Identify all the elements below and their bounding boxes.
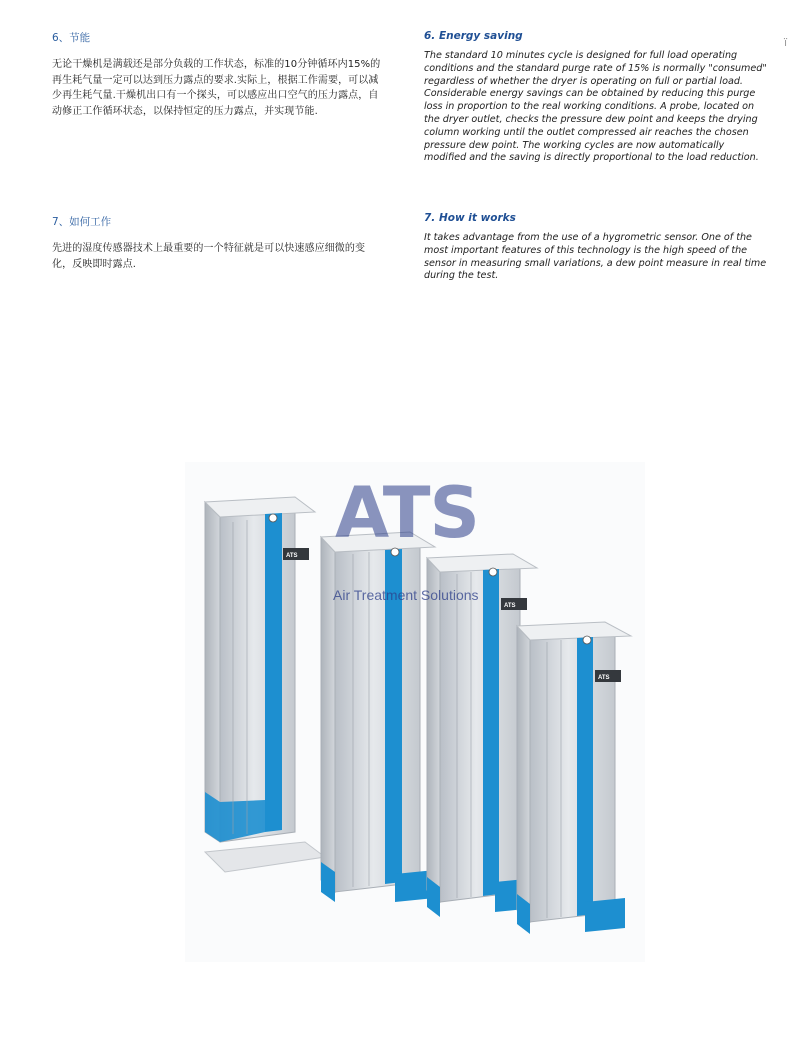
dryer-4-badge: ATS [598, 675, 610, 681]
dryer-4 [517, 622, 631, 934]
section-6-cn [52, 30, 382, 119]
section-7-en-body: It takes advantage from the use of a hygrometric sensor. One of the most important features of this technology is the high speed of the sensor in measuring small variations, a dew point measure in real time during the test. [424, 232, 767, 282]
section-6-en-heading: 6. Energy saving [424, 30, 523, 42]
section-7-en [424, 212, 769, 283]
dryer-3-badge: ATS [504, 603, 516, 609]
section-6-en [424, 30, 769, 165]
section-7-cn-heading: 7、如何工作 [52, 216, 112, 228]
dryers-illustration [185, 462, 645, 962]
section-7-cn [52, 214, 382, 272]
watermark-tagline: Air Treatment Solutions [333, 587, 479, 603]
dryer-1 [205, 497, 325, 872]
dryer-1-badge: ATS [286, 553, 298, 559]
product-photo [185, 462, 645, 962]
section-7-en-heading: 7. How it works [424, 212, 516, 224]
section-7-cn-body: 先进的湿度传感器技术上最重要的一个特征就是可以快速感应细微的变化，反映即时露点. [52, 243, 366, 270]
watermark-logo: ATS [335, 472, 479, 554]
section-6-en-body: The standard 10 minutes cycle is designed for full load operating conditions and the standard purge rate of 15% is normally "consumed" regardless of whether the dryer is operating on full or partial load. Considerable energy savings can be obtained by reducing this purge loss in proportion to the real working conditions. A probe, located on the dryer outlet, checks the pressure dew point and keeps the drying column working until the outlet compressed air reaches the chosen pressure dew point. The working cycles are now automatically modified and the saving is directly proportional to the load reduction. [424, 50, 767, 164]
page-corner-mark: ï [784, 36, 788, 49]
section-6-cn-heading: 6、节能 [52, 32, 91, 44]
section-6-cn-body: 无论干燥机是满载还是部分负载的工作状态，标准的10分钟循环内15%的再生耗气量一定可以达到压力露点的要求.实际上，根据工作需要，可以减少再生耗气量.干燥机出口有一个探头，可以感应出口空气的压力露点，自动修正工作循环状态，以保持恒定的压力露点，并实现节能. [52, 59, 381, 117]
